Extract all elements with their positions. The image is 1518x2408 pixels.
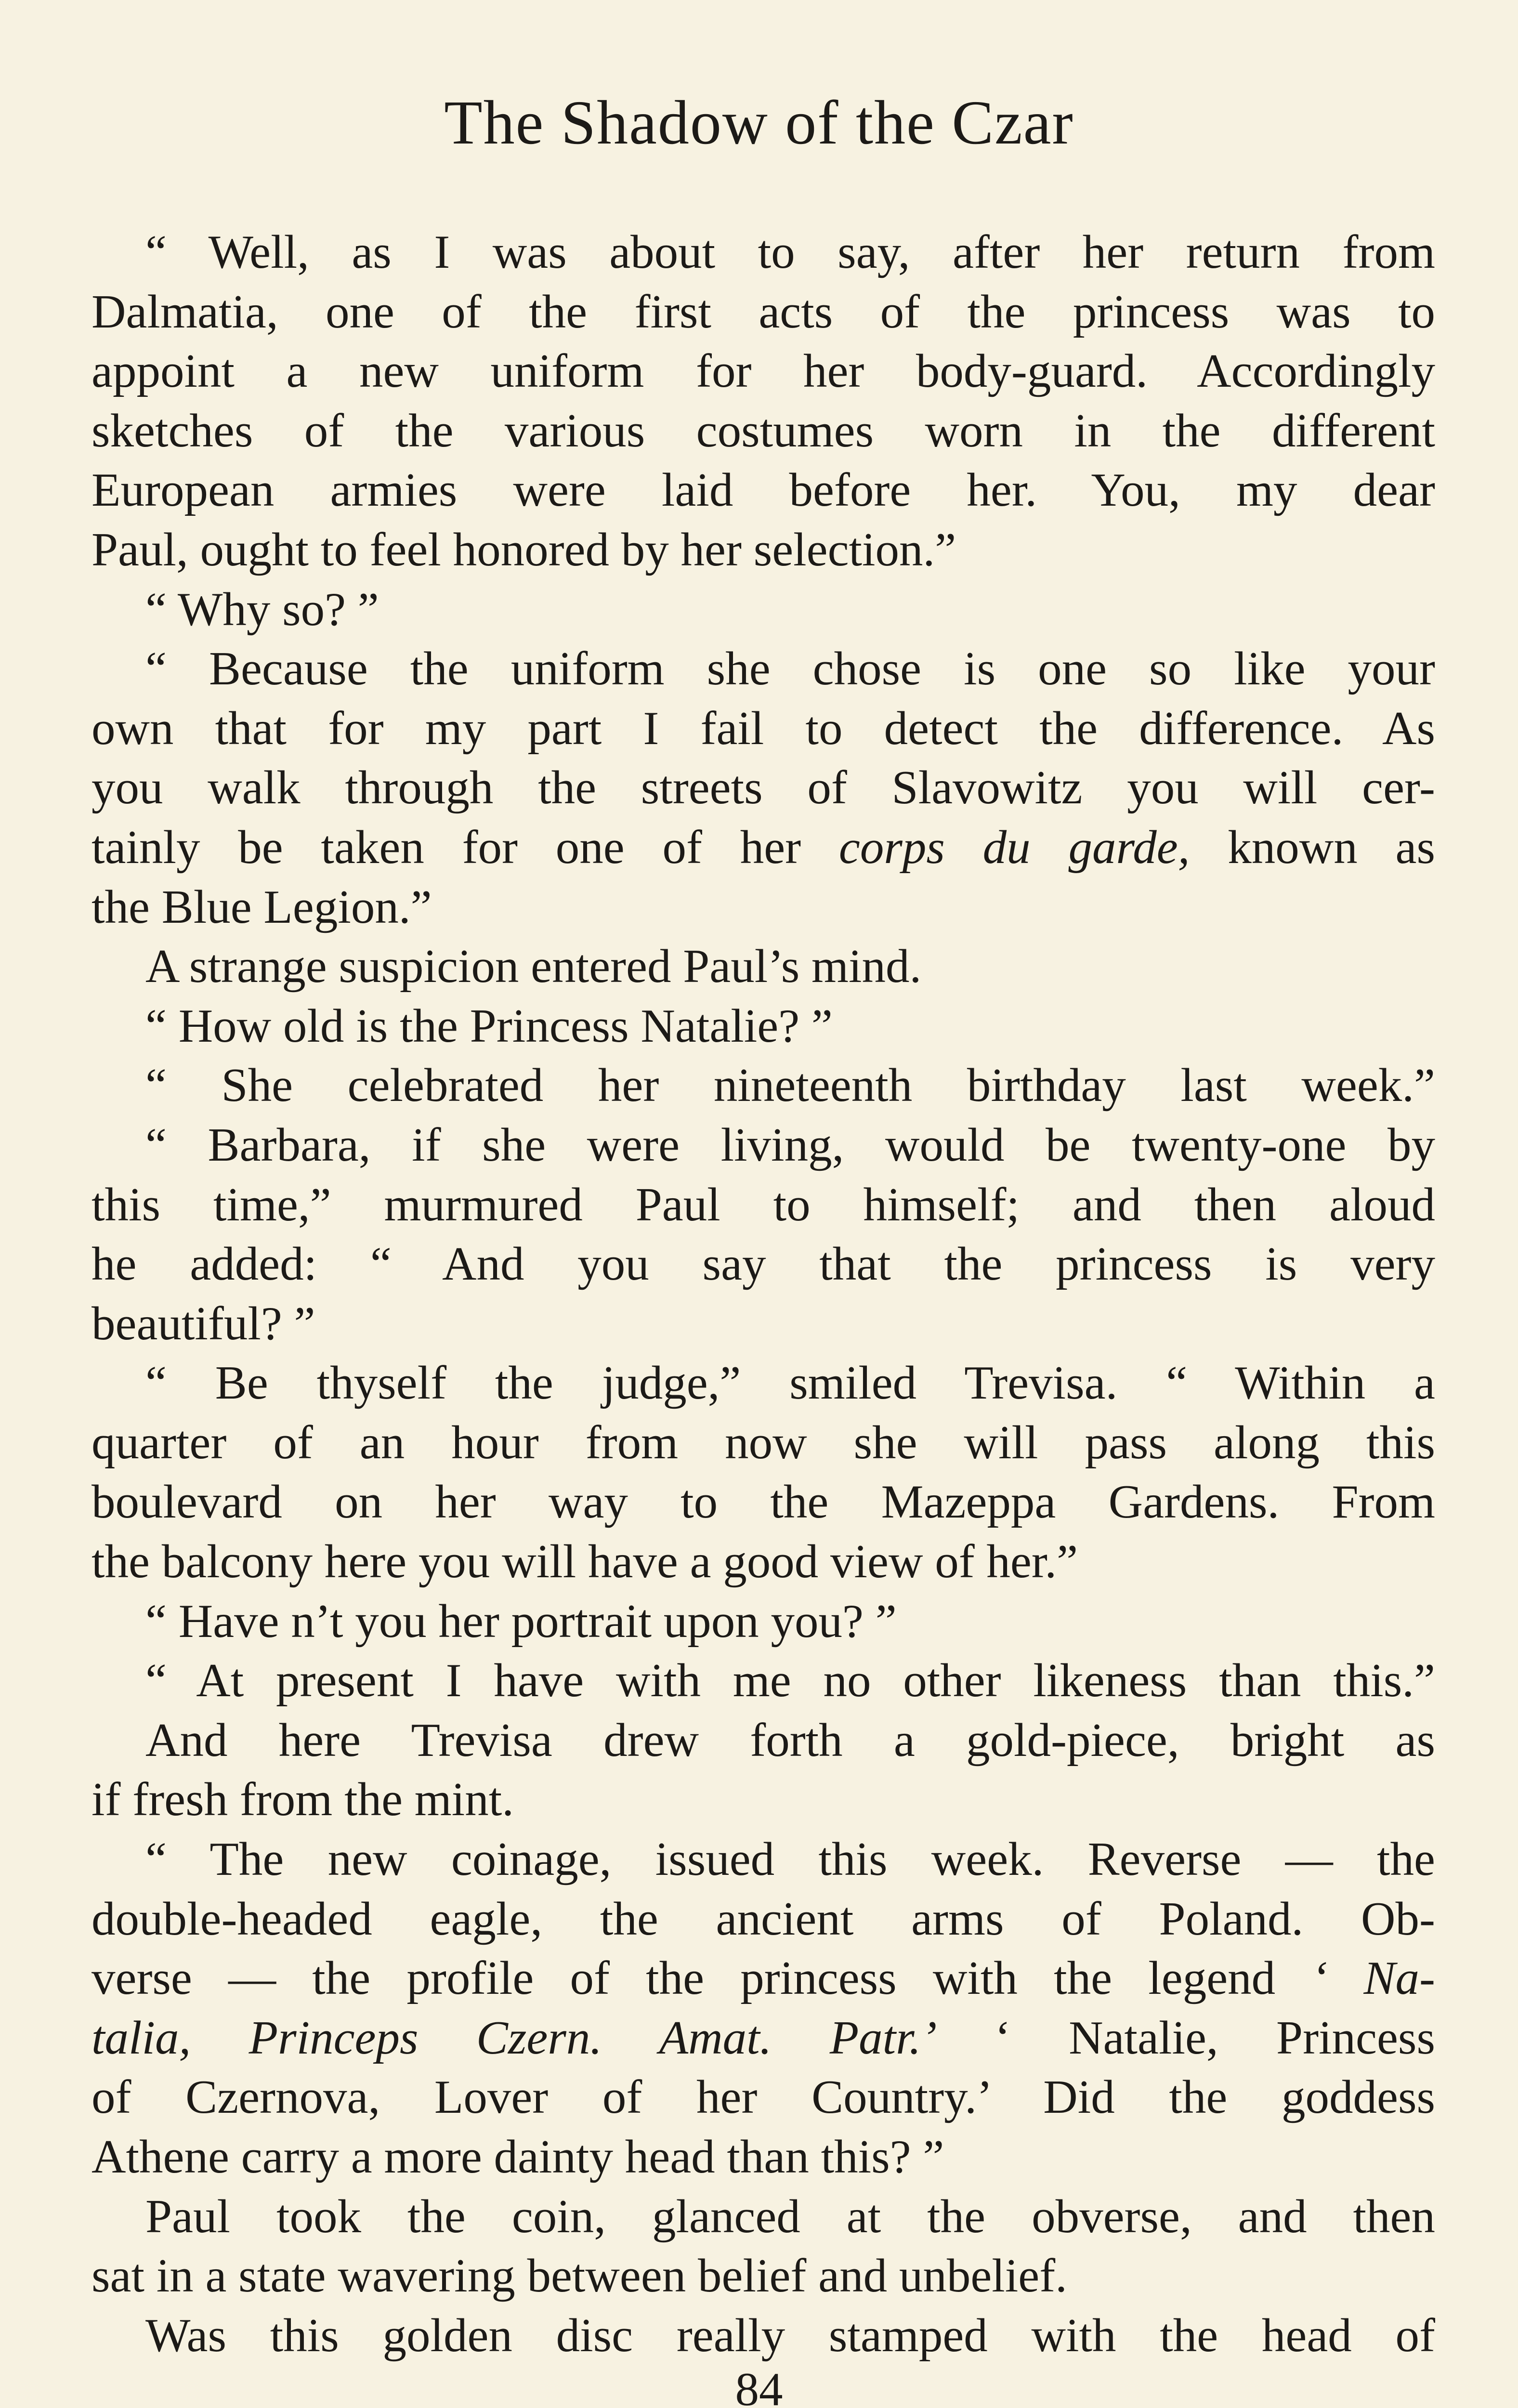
text-line: Was this golden disc really stamped with the head of	[145, 2309, 1435, 2362]
text-line: verse — the profile of the princess with the legend ‘ Na-	[92, 1952, 1435, 2005]
running-head: The Shadow of the Czar	[444, 88, 1074, 157]
text-line: you walk through the streets of Slavowitz you will cer-	[92, 761, 1435, 814]
text-line: the Blue Legion.”	[92, 880, 432, 933]
text-line: beautiful? ”	[92, 1297, 315, 1350]
page-number: 84	[735, 2363, 783, 2408]
text-line: “ Well, as I was about to say, after her return from	[145, 226, 1435, 278]
text-line: “ She celebrated her nineteenth birthday last week.”	[145, 1059, 1435, 1112]
text-line: of Czernova, Lover of her Country.’ Did the goddess	[92, 2071, 1435, 2124]
text-line: sat in a state wavering between belief and unbelief.	[92, 2250, 1067, 2303]
text-line: “ Why so? ”	[145, 583, 379, 636]
text-line: “ How old is the Princess Natalie? ”	[145, 999, 833, 1052]
text-line: talia, Princeps Czern. Amat. Patr.’ ‘ Natalie, Princess	[92, 2011, 1435, 2064]
text-line: “ Be thyself the judge,” smiled Trevisa. “ Within a	[145, 1357, 1435, 1410]
text-line: And here Trevisa drew forth a gold-piece, bright as	[145, 1714, 1435, 1767]
text-line: tainly be taken for one of her corps du garde, known as	[92, 821, 1435, 874]
text-line: if fresh from the mint.	[92, 1773, 514, 1826]
text-line: “ Barbara, if she were living, would be twenty-one by	[145, 1118, 1435, 1171]
text-line: he added: “ And you say that the princess is very	[92, 1238, 1435, 1291]
text-line: A strange suspicion entered Paul’s mind.	[145, 940, 922, 993]
text-line: “ At present I have with me no other likeness than this.”	[145, 1654, 1435, 1707]
text-line: boulevard on her way to the Mazeppa Gardens. From	[92, 1476, 1435, 1529]
text-line: Paul, ought to feel honored by her selection.”	[92, 523, 956, 576]
text-line: the balcony here you will have a good view of her.”	[92, 1535, 1078, 1588]
text-line: Athene carry a more dainty head than this? ”	[92, 2131, 944, 2183]
text-line: Paul took the coin, glanced at the obverse, and then	[145, 2190, 1435, 2243]
text-line: this time,” murmured Paul to himself; and then aloud	[92, 1178, 1435, 1231]
text-line: double-headed eagle, the ancient arms of Poland. Ob-	[92, 1892, 1435, 1945]
text-line: “ Have n’t you her portrait upon you? ”	[145, 1595, 897, 1648]
text-line: quarter of an hour from now she will pass along this	[92, 1416, 1435, 1469]
text-line: European armies were laid before her. You, my dear	[92, 464, 1435, 517]
text-line: “ The new coinage, issued this week. Reverse — the	[145, 1833, 1435, 1886]
text-line: own that for my part I fail to detect the difference. As	[92, 702, 1435, 755]
text-line: sketches of the various costumes worn in the different	[92, 404, 1435, 457]
text-line: Dalmatia, one of the first acts of the princess was to	[92, 285, 1435, 338]
text-line: appoint a new uniform for her body-guard. Accordingly	[92, 345, 1435, 398]
body-text	[92, 222, 1435, 2365]
text-line: “ Because the uniform she chose is one so like your	[145, 642, 1435, 695]
